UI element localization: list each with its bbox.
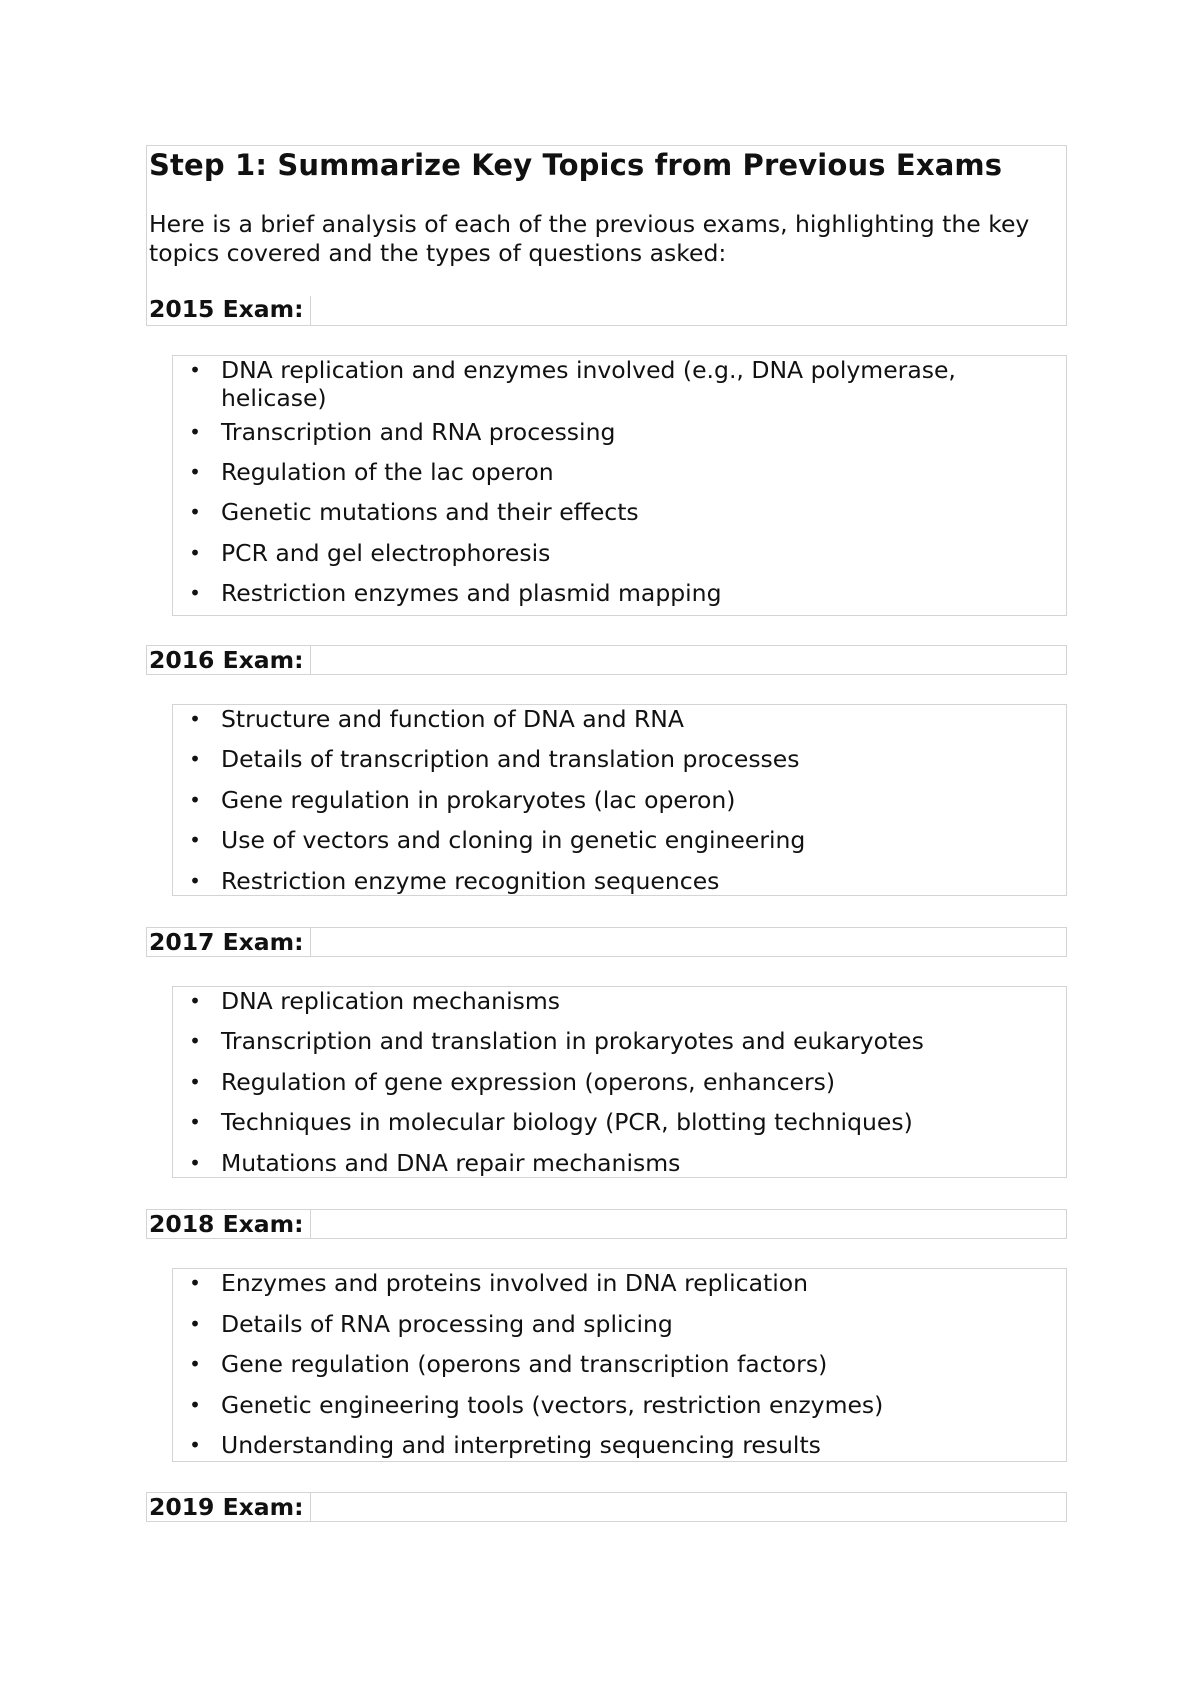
list-item xyxy=(173,1431,1066,1461)
topic-text: Genetic mutations and their effects xyxy=(221,498,639,526)
exam-label-2019: 2019 Exam: xyxy=(149,1493,304,1521)
topic-text: Transcription and RNA processing xyxy=(221,418,616,446)
label-divider xyxy=(310,296,311,326)
topic-text: DNA replication mechanisms xyxy=(221,987,560,1015)
topic-list-2017 xyxy=(172,986,1067,1178)
list-item xyxy=(173,498,1066,539)
exam-header-2016 xyxy=(146,645,1067,675)
bullet-icon: • xyxy=(189,1029,201,1053)
topic-text: Structure and function of DNA and RNA xyxy=(221,705,684,733)
topic-text: Gene regulation in prokaryotes (lac operon) xyxy=(221,786,736,814)
topic-text: Genetic engineering tools (vectors, restriction enzymes) xyxy=(221,1391,884,1419)
label-divider xyxy=(310,1209,311,1239)
bullet-icon: • xyxy=(189,1110,201,1134)
label-divider xyxy=(310,1492,311,1522)
bullet-icon: • xyxy=(189,989,201,1013)
list-item xyxy=(173,579,1066,615)
page-title: Step 1: Summarize Key Topics from Previous Exams xyxy=(149,148,1003,182)
topic-text: Details of transcription and translation processes xyxy=(221,745,800,773)
label-divider xyxy=(310,927,311,957)
topic-text: Regulation of gene expression (operons, enhancers) xyxy=(221,1068,836,1096)
bullet-icon: • xyxy=(189,1352,201,1376)
document-page xyxy=(146,145,1067,1522)
bullet-icon: • xyxy=(189,869,201,893)
bullet-icon: • xyxy=(189,828,201,852)
topic-text: Regulation of the lac operon xyxy=(221,458,554,486)
list-item xyxy=(173,867,1066,895)
list-item xyxy=(173,539,1066,579)
list-item xyxy=(173,1108,1066,1149)
bullet-icon: • xyxy=(189,1393,201,1417)
bullet-icon: • xyxy=(189,420,201,444)
intro-section xyxy=(146,145,1067,326)
list-item xyxy=(173,745,1066,786)
bullet-icon: • xyxy=(189,707,201,731)
topic-text: Restriction enzymes and plasmid mapping xyxy=(221,579,722,607)
label-divider xyxy=(310,645,311,675)
bullet-icon: • xyxy=(189,747,201,771)
topic-list-2018 xyxy=(172,1268,1067,1462)
list-item xyxy=(173,418,1066,458)
list-item xyxy=(173,1310,1066,1350)
exam-label-2015: 2015 Exam: xyxy=(149,295,304,323)
exam-header-2018 xyxy=(146,1209,1067,1239)
list-item xyxy=(173,458,1066,498)
topic-text: Restriction enzyme recognition sequences xyxy=(221,867,720,895)
topic-text: Mutations and DNA repair mechanisms xyxy=(221,1149,681,1177)
bullet-icon: • xyxy=(189,541,201,565)
list-item xyxy=(173,356,1066,418)
exam-header-2017 xyxy=(146,927,1067,957)
topic-text: Techniques in molecular biology (PCR, blotting techniques) xyxy=(221,1108,913,1136)
topic-text: Details of RNA processing and splicing xyxy=(221,1310,673,1338)
list-item xyxy=(173,1027,1066,1068)
exam-header-2019 xyxy=(146,1492,1067,1522)
exam-label-2018: 2018 Exam: xyxy=(149,1210,304,1238)
bullet-icon: • xyxy=(189,1271,201,1295)
bullet-icon: • xyxy=(189,358,201,382)
bullet-icon: • xyxy=(189,581,201,605)
topic-text: Understanding and interpreting sequencing results xyxy=(221,1431,821,1459)
bullet-icon: • xyxy=(189,1151,201,1175)
topic-text: Use of vectors and cloning in genetic engineering xyxy=(221,826,806,854)
list-item xyxy=(173,1391,1066,1431)
bullet-icon: • xyxy=(189,788,201,812)
topic-text: Transcription and translation in prokaryotes and eukaryotes xyxy=(221,1027,924,1055)
intro-paragraph: Here is a brief analysis of each of the previous exams, highlighting the key topics covered and the types of questions asked: xyxy=(149,210,1030,267)
bullet-icon: • xyxy=(189,460,201,484)
list-item xyxy=(173,786,1066,826)
topic-list-2016 xyxy=(172,704,1067,896)
list-item xyxy=(173,705,1066,745)
topic-text: Gene regulation (operons and transcription factors) xyxy=(221,1350,828,1378)
topic-text: Enzymes and proteins involved in DNA replication xyxy=(221,1269,808,1297)
bullet-icon: • xyxy=(189,1312,201,1336)
topic-list-2015 xyxy=(172,355,1067,616)
topic-text: PCR and gel electrophoresis xyxy=(221,539,551,567)
list-item xyxy=(173,826,1066,867)
bullet-icon: • xyxy=(189,1070,201,1094)
topic-text: DNA replication and enzymes involved (e.g., DNA polymerase, helicase) xyxy=(221,356,956,412)
list-item xyxy=(173,1068,1066,1108)
bullet-icon: • xyxy=(189,1433,201,1457)
list-item xyxy=(173,1149,1066,1177)
exam-label-2017: 2017 Exam: xyxy=(149,928,304,956)
bullet-icon: • xyxy=(189,500,201,524)
list-item xyxy=(173,1350,1066,1391)
list-item xyxy=(173,987,1066,1027)
exam-label-2016: 2016 Exam: xyxy=(149,646,304,674)
list-item xyxy=(173,1269,1066,1310)
